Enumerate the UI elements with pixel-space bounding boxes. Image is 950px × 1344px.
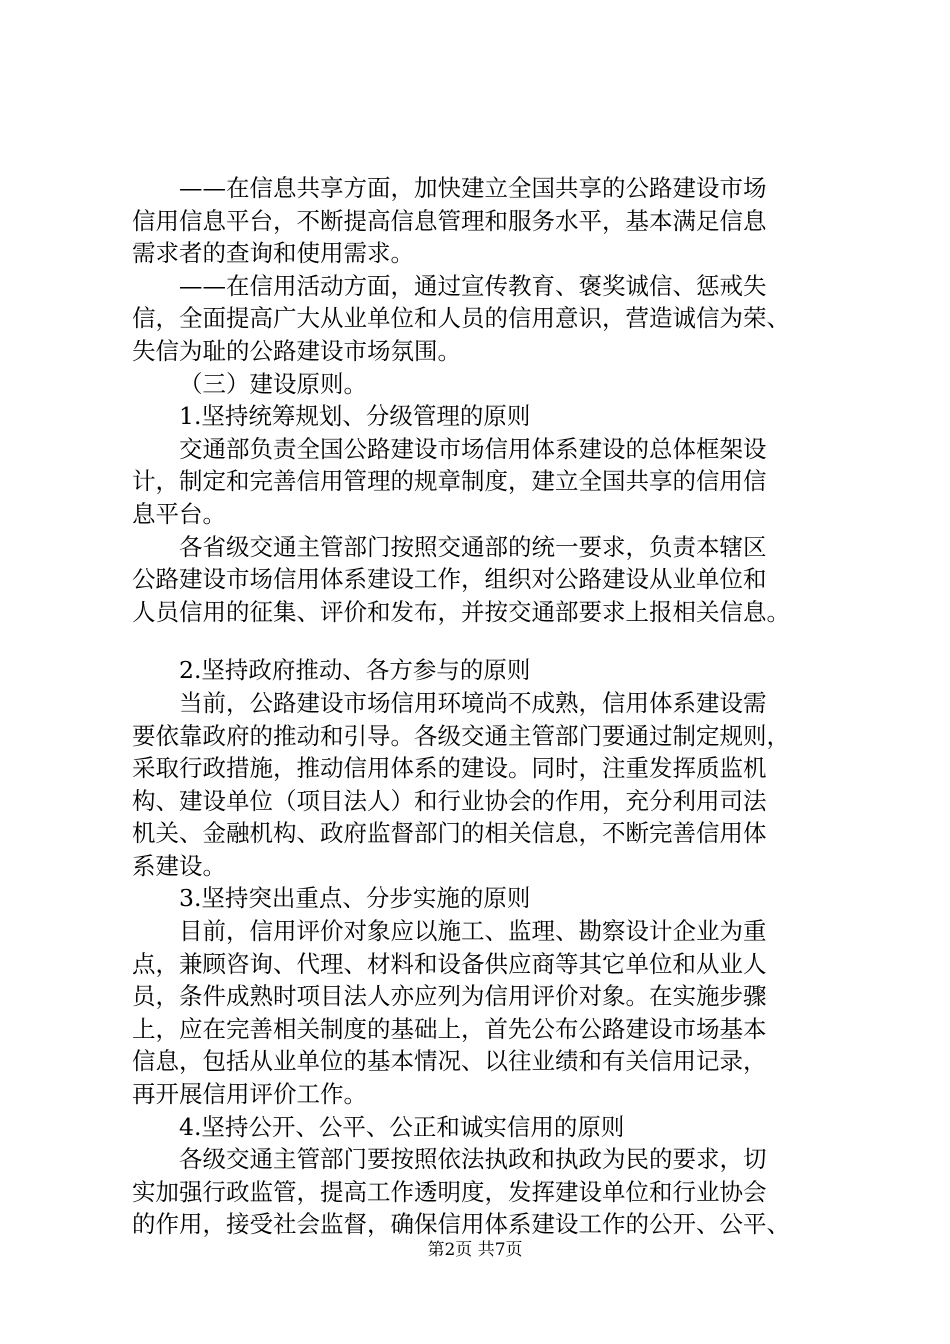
- text-line: 当前，公路建设市场信用环境尚不成熟，信用体系建设需: [179, 688, 767, 717]
- text-line: 息平台。: [132, 499, 226, 528]
- text-line: 的作用，接受社会监督，确保信用体系建设工作的公开、公平、: [132, 1210, 790, 1239]
- text-line: 信用信息平台，不断提高信息管理和服务水平，基本满足信息: [132, 206, 767, 235]
- text-line: 2.坚持政府推动、各方参与的原则: [179, 656, 531, 685]
- text-line: 各级交通主管部门要按照依法执政和执政为民的要求，切: [179, 1145, 767, 1174]
- text-line: ——在信息共享方面，加快建立全国共享的公路建设市场: [179, 174, 767, 202]
- paragraph-gap: [132, 628, 852, 654]
- text-line: 失信为耻的公路建设市场氛围。: [132, 336, 461, 365]
- text-line: 员，条件成熟时项目法人亦应列为信用评价对象。在实施步骤: [132, 982, 767, 1011]
- text-line: 信，全面提高广大从业单位和人员的信用意识，营造诚信为荣、: [132, 304, 790, 333]
- text-line: 4.坚持公开、公平、公正和诚实信用的原则: [179, 1112, 625, 1141]
- text-line: 3.坚持突出重点、分步实施的原则: [179, 884, 531, 913]
- text-line: 目前，信用评价对象应以施工、监理、勘察设计企业为重: [179, 917, 767, 946]
- text-line: 点，兼顾咨询、代理、材料和设备供应商等其它单位和从业人: [132, 949, 767, 978]
- text-line: 再开展信用评价工作。: [132, 1080, 367, 1109]
- text-line: 系建设。: [132, 851, 226, 880]
- text-line: 上，应在完善相关制度的基础上，首先公布公路建设市场基本: [132, 1014, 767, 1043]
- text-line: （三）建设原则。: [179, 369, 367, 398]
- text-line: 构、建设单位（项目法人）和行业协会的作用，充分利用司法: [132, 786, 767, 815]
- text-line: 人员信用的征集、评价和发布，并按交通部要求上报相关信息。: [132, 597, 790, 626]
- text-line: 信息，包括从业单位的基本情况、以往业绩和有关信用记录，: [132, 1047, 767, 1076]
- text-line: ——在信用活动方面，通过宣传教育、褒奖诚信、惩戒失: [179, 271, 767, 300]
- text-line: 公路建设市场信用体系建设工作，组织对公路建设从业单位和: [132, 565, 767, 594]
- page-number-label: 第2页 共7页: [427, 1240, 523, 1260]
- document-body: [132, 172, 852, 1241]
- text-line: 计，制定和完善信用管理的规章制度，建立全国共享的信用信: [132, 467, 767, 496]
- text-line: 实加强行政监管，提高工作透明度，发挥建设单位和行业协会: [132, 1177, 767, 1206]
- text-line: 交通部负责全国公路建设市场信用体系建设的总体框架设: [179, 434, 767, 463]
- text-line: 要依靠政府的推动和引导。各级交通主管部门要通过制定规则，: [132, 721, 790, 750]
- text-line: 各省级交通主管部门按照交通部的统一要求，负责本辖区: [179, 532, 767, 561]
- text-line: 需求者的查询和使用需求。: [132, 239, 414, 268]
- text-line: 1.坚持统筹规划、分级管理的原则: [179, 402, 531, 431]
- page-footer: [0, 1239, 950, 1261]
- text-line: 机关、金融机构、政府监督部门的相关信息，不断完善信用体: [132, 819, 767, 848]
- text-line: 采取行政措施，推动信用体系的建设。同时，注重发挥质监机: [132, 754, 767, 783]
